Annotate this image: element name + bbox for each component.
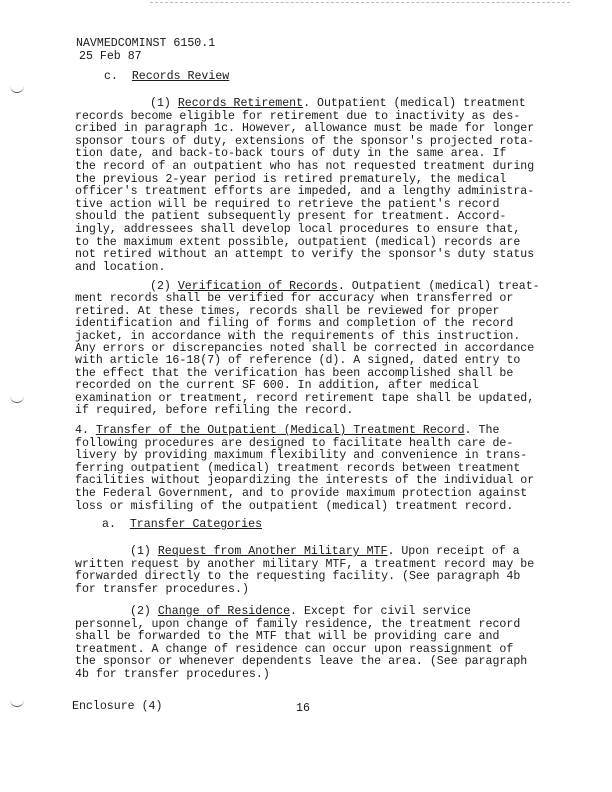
section-heading-c: [104, 70, 229, 83]
paragraph-line: 4b for transfer procedures.): [75, 668, 270, 681]
paragraph-number: (1): [130, 545, 158, 558]
paragraph-line: to the maximum extent possible, outpatient (medical) records are: [75, 235, 521, 249]
paragraph-line: the record of an outpatient who has not requested treatment during: [75, 160, 535, 173]
paragraph-line: livery by providing maximum flexibility and convenience in trans-: [75, 449, 528, 463]
heading-title: Records Review: [131, 70, 230, 83]
punch-hole-mark: [10, 700, 24, 707]
paragraph-line: jacket, in accordance with the requirements of this instruction.: [75, 329, 521, 343]
paragraph-line: retired. At these times, records shall be reviewed for proper: [75, 304, 500, 318]
paragraph-line: ingly, addressees shall develop local procedures to ensure that,: [75, 223, 521, 236]
paragraph-title-rest: . Upon receipt of a: [387, 545, 520, 558]
paragraph-first-line: [150, 280, 540, 293]
paragraph-line: not retired without an attempt to verify the sponsor's duty status: [75, 248, 535, 262]
page-number: 16: [296, 702, 310, 715]
paragraph-line: should the patient subsequently present for treatment. Accord-: [75, 210, 507, 224]
section-title-rest: . The: [464, 424, 500, 437]
punch-hole-mark: [10, 86, 24, 93]
footer-enclosure: Enclosure (4): [72, 700, 163, 713]
paragraph-line: treatment. A change of residence can occur upon reassignment of: [75, 642, 514, 656]
paragraph-line: sponsor tours of duty, extensions of the sponsor's projected rota-: [75, 134, 535, 148]
paragraph-number: (1): [150, 97, 178, 110]
paragraph-line: if required, before refiling the record.: [75, 404, 354, 417]
top-edge-artifact: [150, 2, 570, 3]
paragraph-title-rest: . Outpatient (medical) treat-: [337, 280, 540, 293]
paragraph-line: examination or treatment, record retirement tape shall be updated,: [75, 391, 535, 405]
paragraph-change-of-residence: [75, 605, 612, 680]
paragraph-first-line: [130, 605, 471, 618]
punch-hole-mark: [10, 396, 24, 403]
document-id: NAVMEDCOMINST 6150.1: [76, 37, 216, 50]
paragraph-title: Records Retirement: [177, 97, 304, 110]
section-heading-a: [102, 518, 262, 531]
section-number: 4.: [75, 424, 96, 437]
paragraph-title: Request from Another Military MTF: [157, 545, 388, 558]
heading-number: c.: [104, 70, 118, 83]
paragraph-line: Any errors or discrepancies noted shall be corrected in accordance: [75, 342, 535, 355]
paragraph-line: following procedures are designed to facilitate health care de-: [75, 436, 514, 450]
paragraph-line: ferring outpatient (medical) treatment records between treatment: [75, 461, 521, 475]
paragraph-first-line: [130, 545, 520, 558]
section-first-line: [75, 424, 499, 437]
section-4-transfer: [75, 424, 612, 514]
document-date: 25 Feb 87: [79, 50, 142, 63]
paragraph-request-from-mtf: [75, 545, 612, 595]
paragraph-line: shall be forwarded to the MTF that will be providing care and: [75, 630, 500, 644]
paragraph-title: Verification of Records: [177, 280, 338, 293]
heading-title: Transfer Categories: [129, 518, 263, 531]
paragraph-number: (2): [130, 605, 158, 618]
paragraph-line: identification and filing of forms and completion of the record: [75, 317, 514, 331]
paragraph-number: (2): [150, 280, 178, 293]
paragraph-line: tion date, and back-to-back tours of duty in the same area. If: [75, 147, 507, 161]
section-title: Transfer of the Outpatient (Medical) Treatment Record: [95, 424, 465, 437]
paragraph-line: for transfer procedures.): [75, 582, 249, 596]
paragraph-title-rest: . Except for civil service: [290, 605, 471, 618]
paragraph-line: ment records shall be verified for accuracy when transferred or: [75, 292, 514, 306]
heading-number: a.: [102, 518, 116, 531]
paragraph-verification-of-records: [75, 280, 612, 415]
paragraph-line: the sponsor or whenever dependents leave the area. (See paragraph: [75, 655, 528, 669]
paragraph-line: records become eligible for retirement due to inactivity as des-: [75, 109, 521, 123]
paragraph-line: officer's treatment efforts are impeded, and a lengthy administra-: [75, 185, 535, 199]
paragraph-line: loss or misfiling of the outpatient (medical) treatment record.: [75, 499, 514, 513]
paragraph-line: facilities without jeopardizing the interests of the individual or: [75, 474, 535, 488]
paragraph-line: personnel, upon change of family residence, the treatment record: [75, 617, 521, 631]
paragraph-line: written request by another military MTF, a treatment record may be: [75, 557, 535, 571]
paragraph-line: recorded on the current SF 600. In addition, after medical: [75, 379, 479, 393]
paragraph-line: cribed in paragraph 1c. However, allowance must be made for longer: [75, 122, 535, 136]
paragraph-first-line: [150, 97, 526, 110]
paragraph-title: Change of Residence: [157, 605, 291, 618]
paragraph-line: the effect that the verification has been accomplished shall be: [75, 366, 514, 380]
paragraph-title-rest: . Outpatient (medical) treatment: [303, 97, 526, 110]
paragraph-line: and location.: [75, 260, 166, 274]
paragraph-line: with article 16-18(7) of reference (d). A signed, dated entry to: [75, 354, 521, 368]
paragraph-line: the Federal Government, and to provide maximum protection against: [75, 487, 528, 500]
paragraph-line: tive action will be required to retrieve the patient's record: [75, 197, 500, 211]
paragraph-line: forwarded directly to the requesting facility. (See paragraph 4b: [75, 570, 521, 584]
paragraph-records-retirement: [75, 97, 612, 272]
paragraph-line: the previous 2-year period is retired prematurely, the medical: [75, 172, 507, 186]
